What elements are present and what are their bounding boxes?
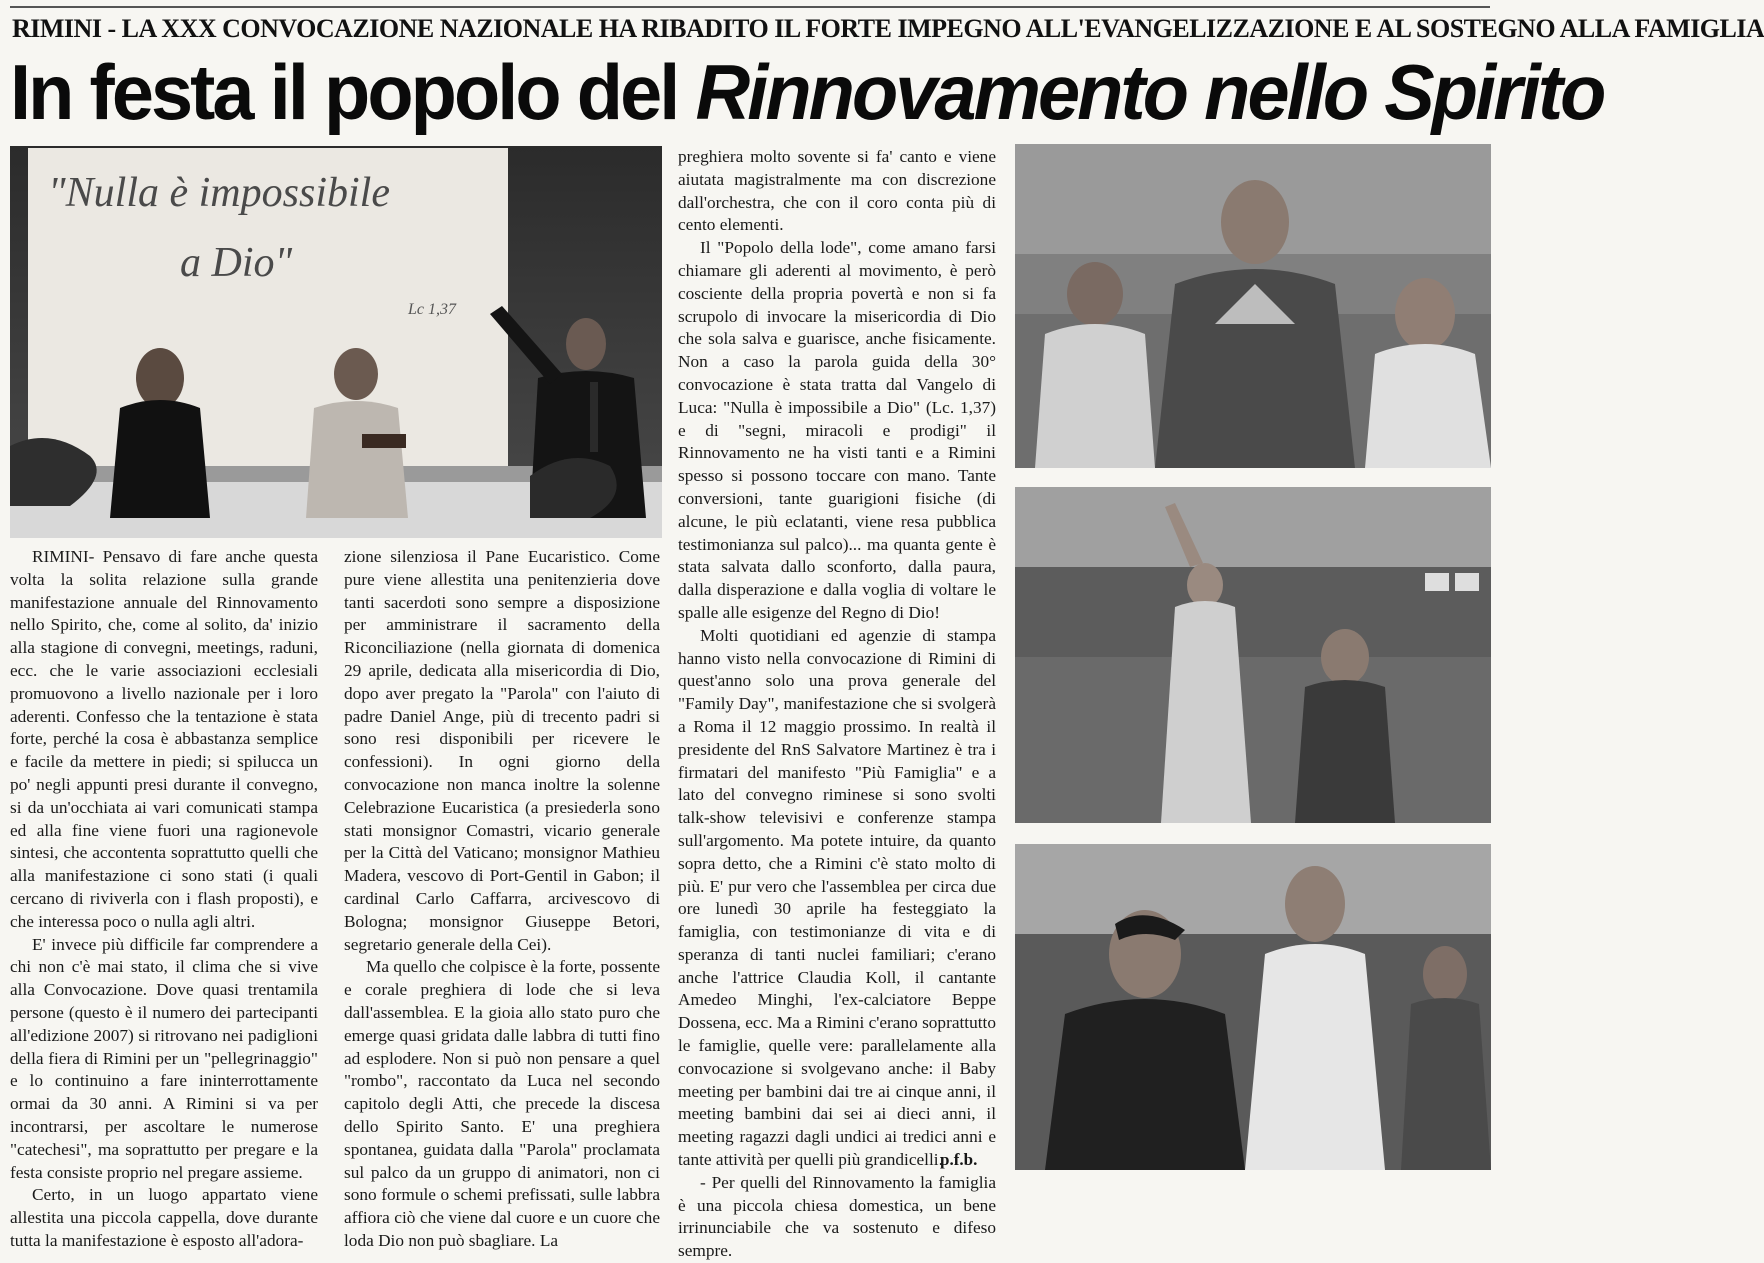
col1-paragraph: Certo, in un luogo appartato viene allestita una piccola cappella, dove durante tutta la manifestazione è esposto all'adora- [10,1185,318,1250]
top-rule [10,6,1490,8]
headline-part2: Rinnovamento nello Spirito [695,48,1604,136]
crowd-photo-3 [1015,844,1491,1170]
banner-ref: Lc 1,37 [408,301,456,318]
col3-paragraph: Molti quotidiani ed agenzie di stampa hanno visto nella convocazione di Rimini di quest'anno solo una prova generale del "Family Day", manifestazione che si svolgerà a Roma il 12 maggio prossimo. In realtà il presidente del RnS Salvatore Martinez è tra i firmatari del manifesto "Più Famiglia" e a lato del convegno riminese si sono svolti talk-show televisivi e conferenze stampa sull'argomento. Ma potete intuire, da quanto sopra detto, che a Rimini c'è stato molto di più. E' pur vero che l'assemblea per circa due ore lunedì 30 aprile ha festeggiato la famiglia, con testimonianze di vita e di speranza di tanti nuclei familiari; c'erano anche l'attrice Claudia Koll, il cantante Amedeo Minghi, l'ex-calciatore Beppe Dossena, ecc. Ma a Rimini c'erano soprattutto le famiglie, quelle vere: parallelamente alla convocazione si svolgevano anche: il Baby meeting per bambini dai tre ai cinque anni, il meeting bambini dai sei ai dieci anni, il meeting ragazzi dagli undici ai tredici anni e tante attività per quelli più grandicelli. [678,625,996,1170]
col3-paragraph: Il "Popolo della lode", come amano farsi chiamare gli aderenti al movimento, è però cosciente della propria povertà e non si fa scrupolo di invocare la misericordia di Dio che sola salva e guarisce, anche fisicamente. Non a caso la parola guida della 30° convocazione è stata tratta dal Vangelo di Luca: "Nulla è impossibile a Dio" (Lc. 1,37) e di "segni, miracoli e prodigi" il Rinnovamento ne ha visti tanti e a Rimini spesso si possono toccare con mano. Tante conversioni, tante guarigioni fisiche (di alcune, le più eclatanti, viene resa pubblica testimonianza sul palco)... ma quanta gente è stata salvata dallo sconforto, dalla paura, dalla disperazione e dalla voglia di voltare le spalle alle esigenze del Regno di Dio! [678,238,996,622]
col3-paragraph: preghiera molto sovente si fa' canto e viene aiutata magistralmente ma con discrezione dall'orchestra, che con il coro conta più di cento elementi. [678,147,996,235]
kicker-location: RIMINI [12,14,102,43]
headline-part1: In festa il popolo del [10,48,696,136]
crowd-photo-1 [1015,144,1491,468]
kicker [12,14,1764,44]
crowd-photo-2 [1015,487,1491,823]
col1-paragraph: E' invece più difficile far comprendere a chi non c'è mai stato, il clima che si vive alla Convocazione. Dove quasi trentamila persone (questo è il numero dei partecipanti all'edizione 2007) si ritrovano nei padiglioni della fiera di Rimini per un "pellegrinaggio" e lo continuino a fare ininterrottamente ormai da 30 anni. A Rimini si va per incontrarsi, per ascoltare le numerose "catechesi", ma soprattutto per pregare e la festa consiste proprio nel pregare assieme. [10,934,318,1182]
kicker-text: - LA XXX CONVOCAZIONE NAZIONALE HA RIBADITO IL FORTE IMPEGNO ALL'EVANGELIZZAZIONE E AL SOSTEGNO ALLA FAMIGLIA [101,14,1764,43]
col2-paragraph: Ma quello che colpisce è la forte, possente e corale preghiera di lode che si leva dall'assemblea. E la gioia allo stato puro che emerge quasi gridata dalle labbra di tutti fino ad esplodere. Non si può non pensare a quel "rombo", raccontato da Luca nel secondo capitolo degli Atti, che precede la discesa dello Spirito Santo. E' una preghiera spontanea, guidata dalla "Parola" proclamata sul palco da un gruppo di animatori, non ci sono formule o schemi prefissati, sulle labbra affiora ciò che viene dal cuore e un cuore che loda Dio non può sbagliare. La [344,957,660,1250]
article-column-1 [10,546,318,1250]
col1-paragraph: RIMINI- Pensavo di fare anche questa volta la solita relazione sulla grande manifestazione annuale del Rinnovamento nello Spirito, che, come al solito, da' inizio alla stagione di convegni, meetings, raduni, ecc. che le varie associazioni ecclesiali promuovono a livello nazionale per i loro aderenti. Confesso che la tentazione è stata forte, perché la cosa è abbastanza semplice e facile da mettere in piedi; si spilucca un po' negli appunti presi durante il convegno, si da un'occhiata ai vari comunicati stampa ed alla fine viene fuori una ragionevole sintesi, che accontenta soprattutto quelli che alla manifestazione ci sono stati (i quali cercano di riviverla con i flash proposti), e che interessa poco o nulla agli altri. [10,547,318,931]
stage-photo-image [10,146,662,538]
crowd-photo-3-image [1015,844,1491,1170]
banner-line2: a Dio" [180,240,293,286]
article-column-2 [344,546,660,1250]
stage-photo [10,146,662,538]
banner-line1: "Nulla è impossibile [48,170,390,216]
crowd-photo-2-image [1015,487,1491,823]
col3-paragraph: - Per quelli del Rinnovamento la famiglia è una piccola chiesa domestica, un bene irrinunciabile che va sostenuto e difeso sempre. [678,1172,996,1261]
author-signature: p.f.b. [940,1150,978,1169]
col2-paragraph: zione silenziosa il Pane Eucaristico. Come pure viene allestita una penitenzieria dove tanti sacerdoti sono sempre a disposizione per amministrare il sacramento della Riconciliazione (nella giornata di domenica 29 aprile, dedicata alla misericordia di Dio, dopo aver pregato la "Parola" con l'aiuto di padre Daniel Ange, più di trecento padri si sono resi disponibili per ricevere le confessioni). In ogni giorno della convocazione non manca inoltre la solenne Celebrazione Eucaristica (a presiederla sono stati monsignor Comastri, vicario generale per la Città del Vaticano; monsignor Mathieu Madera, vescovo di Port-Gentil in Gabon; il cardinal Carlo Caffarra, arcivescovo di Bologna; monsignor Giuseppe Betori, segretario generale della Cei). [344,547,660,954]
crowd-photo-1-image [1015,144,1491,468]
headline [10,44,1604,140]
